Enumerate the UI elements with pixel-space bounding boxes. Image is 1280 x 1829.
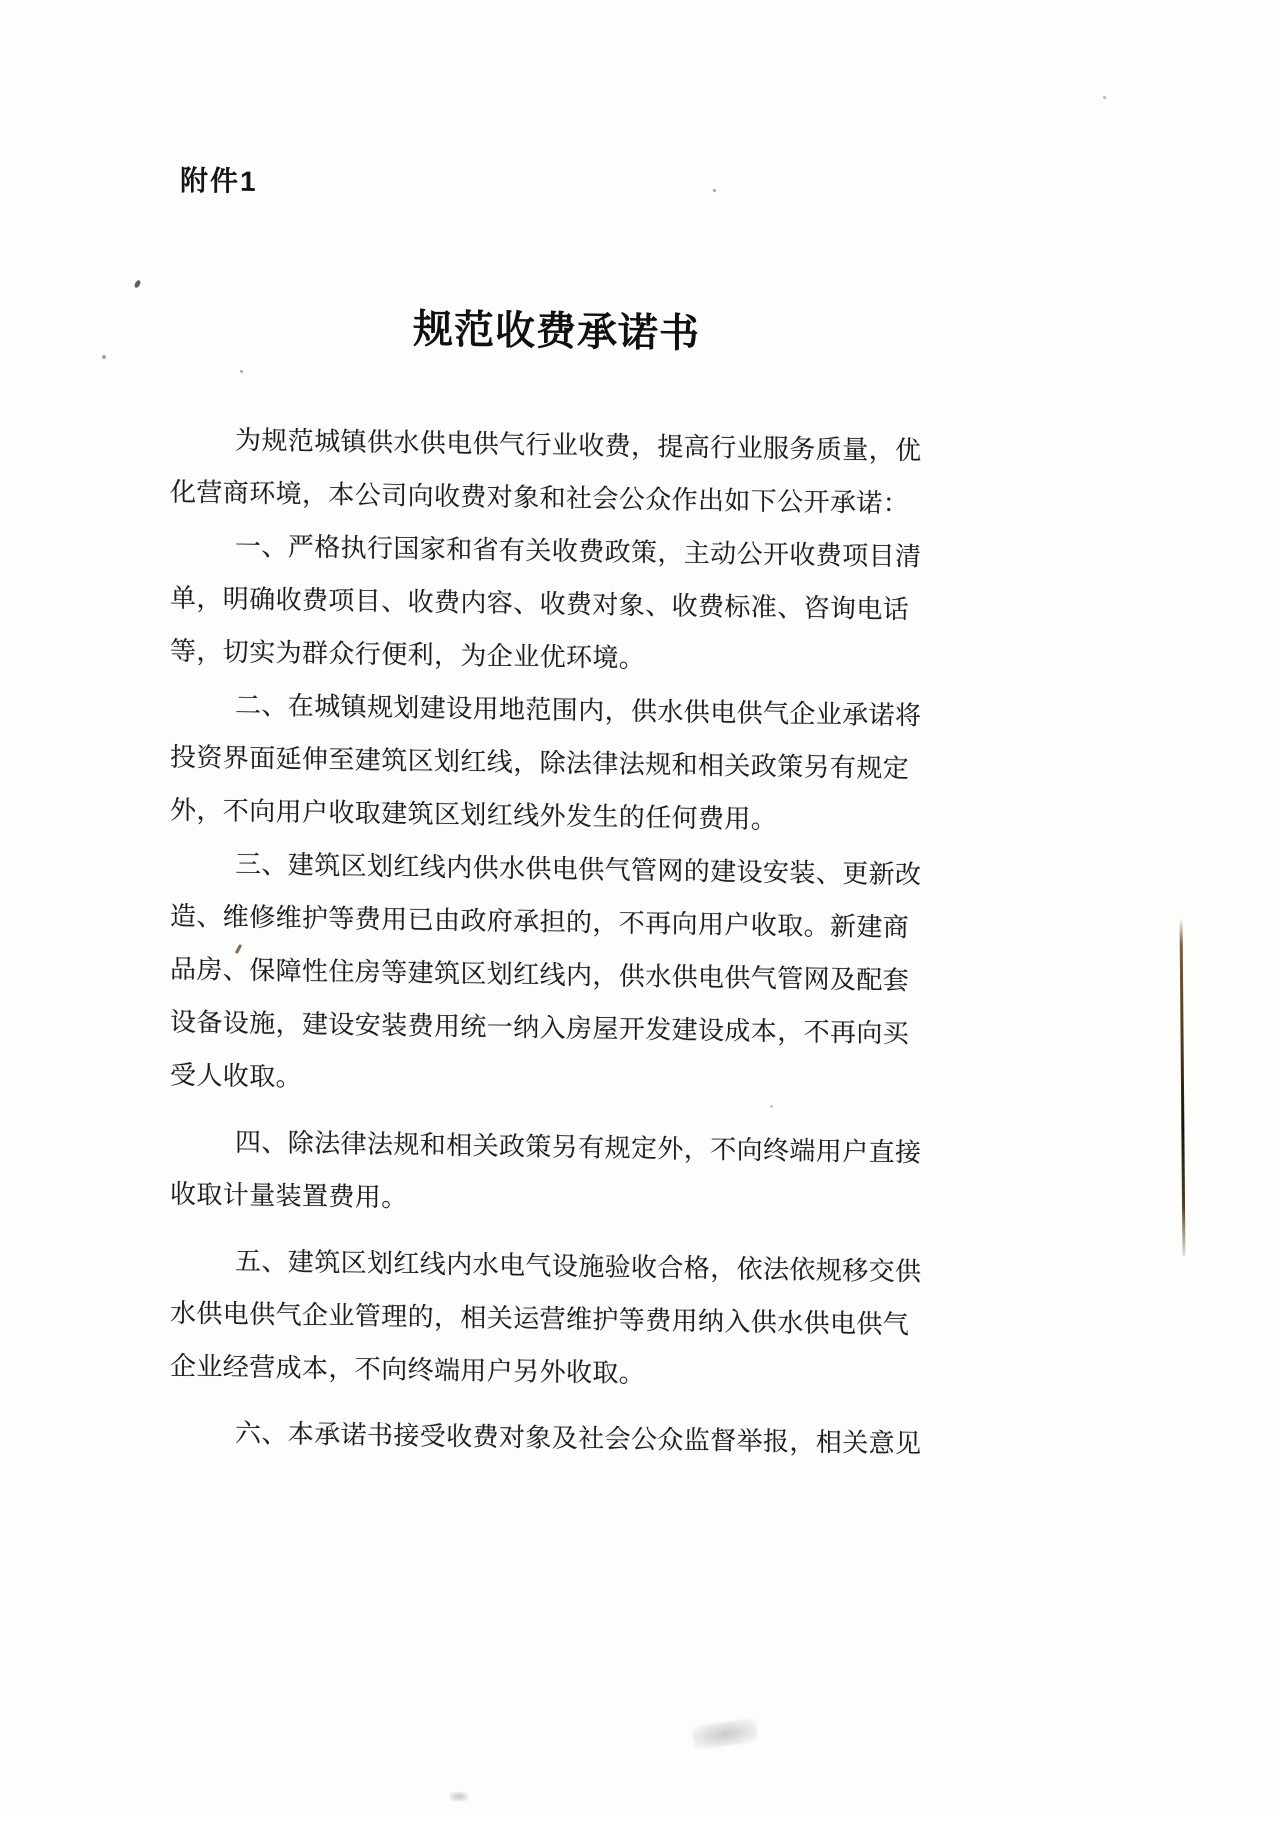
- text-line: 受人收取。: [170, 1060, 303, 1092]
- text-line: 五、建筑区划红线内水电气设施验收合格，依法依规移交供: [235, 1246, 922, 1287]
- text-line: 收取计量装置费用。: [170, 1179, 408, 1213]
- text-line: 一、严格执行国家和省有关收费政策，主动公开收费项目清: [235, 531, 922, 572]
- text-line: 水供电供气企业管理的，相关运营维护等费用纳入供水供电供气: [170, 1298, 910, 1340]
- text-line: 化营商环境，本公司向收费对象和社会公众作出如下公开承诺：: [170, 477, 910, 519]
- document-title: 规范收费承诺书: [413, 306, 700, 356]
- text-line: 四、除法律法规和相关政策另有规定外，不向终端用户直接: [235, 1127, 922, 1168]
- text-line: 品房、保障性住房等建筑区划红线内，供水供电供气管网及配套: [170, 954, 910, 996]
- text-line: 外，不向用户收取建筑区划红线外发生的任何费用。: [170, 795, 778, 835]
- text-line: 三、建筑区划红线内供水供电供气管网的建设安装、更新改: [235, 849, 922, 890]
- text-line: 等，切实为群众行便利，为企业优环境。: [170, 636, 646, 674]
- text-line: 为规范城镇供水供电供气行业收费，提高行业服务质量，优: [235, 425, 922, 466]
- document-body: [170, 413, 950, 1471]
- paragraph: [170, 1234, 950, 1405]
- paragraph: [170, 519, 950, 690]
- text-line: 造、维修维护等费用已由政府承担的，不再向用户收取。新建商: [170, 901, 910, 943]
- text-line: 六、本承诺书接受收费对象及社会公众监督举报，相关意见: [235, 1418, 922, 1459]
- text-line: 设备设施，建设安装费用统一纳入房屋开发建设成本，不再向买: [170, 1007, 910, 1049]
- paragraph: [170, 837, 950, 1114]
- paragraph: [170, 1115, 950, 1233]
- text-line: 单，明确收费项目、收费内容、收费对象、收费标准、咨询电话: [170, 583, 910, 625]
- text-line: 投资界面延伸至建筑区划红线，除法律法规和相关政策另有规定: [170, 742, 910, 784]
- text-line: 二、在城镇规划建设用地范围内，供水供电供气企业承诺将: [235, 690, 922, 731]
- paragraph: [170, 1406, 950, 1471]
- attachment-label: 附件1: [180, 164, 258, 198]
- text-line: 企业经营成本，不向终端用户另外收取。: [170, 1351, 646, 1389]
- paragraph: [170, 413, 950, 531]
- paragraph: [170, 678, 950, 849]
